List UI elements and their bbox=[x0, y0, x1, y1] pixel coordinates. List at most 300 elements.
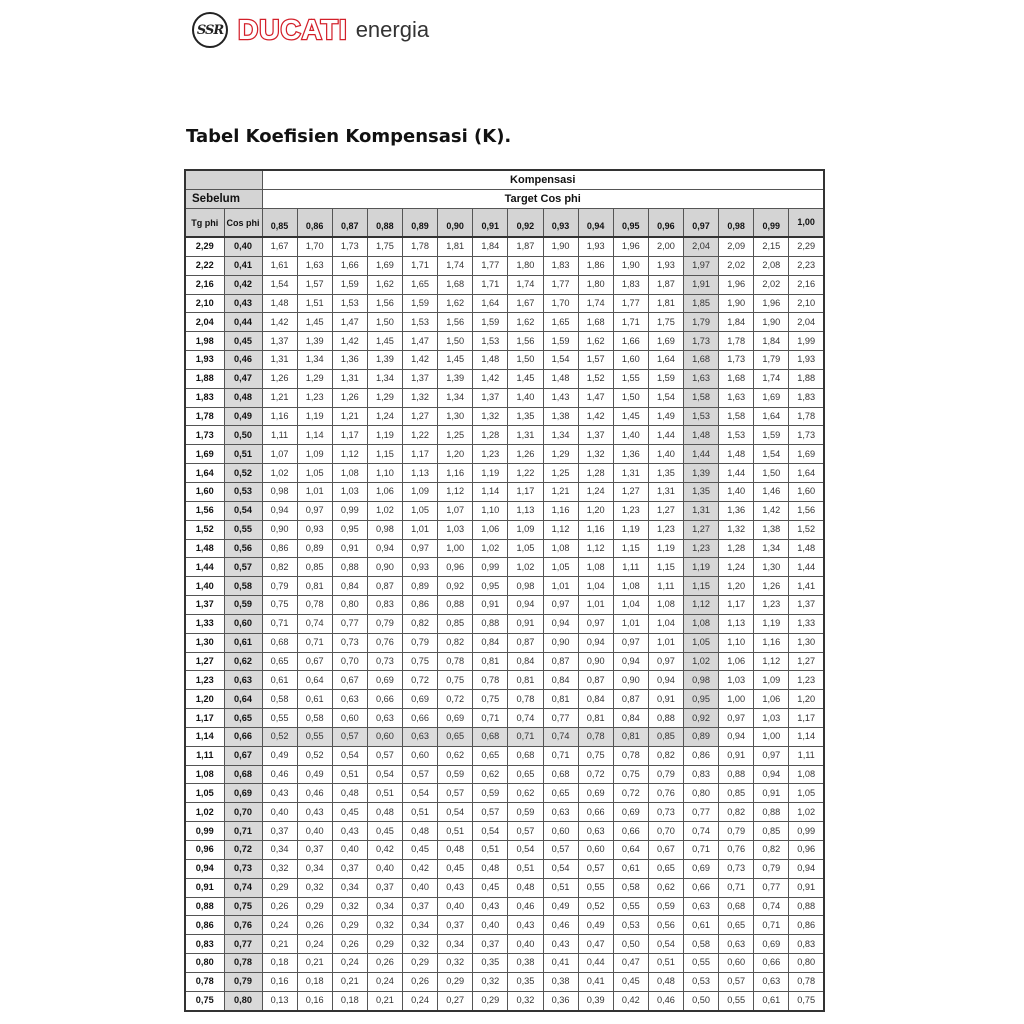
coefficient-cell: 1,35 bbox=[648, 464, 683, 483]
coefficient-cell: 0,21 bbox=[262, 935, 297, 954]
cos-phi-cell: 0,65 bbox=[224, 709, 262, 728]
header-target-0-99: 0,99 bbox=[754, 209, 789, 238]
coefficient-cell: 1,00 bbox=[719, 690, 754, 709]
cos-phi-cell: 0,43 bbox=[224, 294, 262, 313]
coefficient-cell: 1,04 bbox=[578, 577, 613, 596]
coefficient-cell: 0,85 bbox=[754, 822, 789, 841]
coefficient-cell: 1,26 bbox=[754, 577, 789, 596]
coefficient-cell: 0,90 bbox=[613, 671, 648, 690]
coefficient-cell: 0,84 bbox=[508, 652, 543, 671]
coefficient-cell: 0,66 bbox=[613, 822, 648, 841]
coefficient-cell: 1,27 bbox=[613, 482, 648, 501]
coefficient-cell: 0,43 bbox=[543, 935, 578, 954]
coefficient-cell: 0,46 bbox=[543, 916, 578, 935]
coefficient-cell: 0,36 bbox=[543, 991, 578, 1010]
cos-phi-cell: 0,59 bbox=[224, 596, 262, 615]
coefficient-cell: 0,57 bbox=[332, 727, 367, 746]
coefficient-cell: 0,91 bbox=[648, 690, 683, 709]
coefficient-cell: 1,20 bbox=[438, 445, 473, 464]
coefficient-cell: 0,97 bbox=[613, 633, 648, 652]
coefficient-cell: 1,02 bbox=[367, 501, 402, 520]
table-row bbox=[185, 388, 824, 407]
coefficient-cell: 0,95 bbox=[332, 520, 367, 539]
coefficient-cell: 1,26 bbox=[262, 369, 297, 388]
coefficient-cell: 0,67 bbox=[297, 652, 332, 671]
coefficient-cell: 1,73 bbox=[789, 426, 824, 445]
header-target-0-90: 0,90 bbox=[438, 209, 473, 238]
coefficient-cell: 1,36 bbox=[613, 445, 648, 464]
coefficient-cell: 1,16 bbox=[754, 633, 789, 652]
coefficient-cell: 0,78 bbox=[438, 652, 473, 671]
cos-phi-cell: 0,66 bbox=[224, 727, 262, 746]
table-row bbox=[185, 407, 824, 426]
header-tg-phi: Tg phi bbox=[185, 209, 224, 238]
coefficient-cell: 1,20 bbox=[578, 501, 613, 520]
coefficient-cell: 1,64 bbox=[473, 294, 508, 313]
coefficient-cell: 0,82 bbox=[754, 841, 789, 860]
cos-phi-cell: 0,72 bbox=[224, 841, 262, 860]
coefficient-cell: 0,39 bbox=[578, 991, 613, 1010]
coefficient-cell: 0,88 bbox=[473, 614, 508, 633]
coefficient-cell: 0,98 bbox=[508, 577, 543, 596]
table-row bbox=[185, 784, 824, 803]
coefficient-cell: 1,73 bbox=[332, 237, 367, 256]
coefficient-cell: 0,63 bbox=[719, 935, 754, 954]
coefficient-cell: 1,90 bbox=[754, 313, 789, 332]
coefficient-cell: 0,71 bbox=[719, 878, 754, 897]
coefficient-cell: 1,48 bbox=[262, 294, 297, 313]
coefficient-cell: 1,47 bbox=[578, 388, 613, 407]
coefficient-cell: 0,95 bbox=[684, 690, 719, 709]
coefficient-cell: 0,75 bbox=[438, 671, 473, 690]
cos-phi-cell: 0,41 bbox=[224, 256, 262, 275]
coefficient-cell: 0,81 bbox=[578, 709, 613, 728]
coefficient-cell: 0,61 bbox=[297, 690, 332, 709]
coefficient-cell: 1,04 bbox=[613, 596, 648, 615]
tg-phi-cell: 1,93 bbox=[185, 351, 224, 370]
coefficient-cell: 1,42 bbox=[473, 369, 508, 388]
coefficient-cell: 0,40 bbox=[297, 822, 332, 841]
coefficient-cell: 0,57 bbox=[367, 746, 402, 765]
cos-phi-cell: 0,80 bbox=[224, 991, 262, 1010]
coefficient-cell: 1,56 bbox=[438, 313, 473, 332]
cos-phi-cell: 0,52 bbox=[224, 464, 262, 483]
coefficient-cell: 0,70 bbox=[648, 822, 683, 841]
coefficient-cell: 0,24 bbox=[367, 972, 402, 991]
coefficient-cell: 1,16 bbox=[438, 464, 473, 483]
coefficient-cell: 0,92 bbox=[438, 577, 473, 596]
coefficient-cell: 1,21 bbox=[262, 388, 297, 407]
coefficient-cell: 0,64 bbox=[297, 671, 332, 690]
coefficient-cell: 1,78 bbox=[789, 407, 824, 426]
coefficient-cell: 0,48 bbox=[367, 803, 402, 822]
coefficient-cell: 0,21 bbox=[332, 972, 367, 991]
header-target-1-00: 1,00 bbox=[789, 209, 824, 238]
table-row bbox=[185, 313, 824, 332]
coefficient-cell: 0,65 bbox=[648, 859, 683, 878]
coefficient-cell: 1,90 bbox=[543, 237, 578, 256]
coefficient-cell: 0,91 bbox=[473, 596, 508, 615]
coefficient-cell: 1,16 bbox=[578, 520, 613, 539]
cos-phi-cell: 0,58 bbox=[224, 577, 262, 596]
coefficient-cell: 1,50 bbox=[754, 464, 789, 483]
coefficient-cell: 1,30 bbox=[438, 407, 473, 426]
coefficient-cell: 1,23 bbox=[473, 445, 508, 464]
coefficient-cell: 0,66 bbox=[403, 709, 438, 728]
coefficient-cell: 0,97 bbox=[403, 539, 438, 558]
table-row bbox=[185, 991, 824, 1010]
table-row bbox=[185, 577, 824, 596]
coefficient-cell: 0,24 bbox=[403, 991, 438, 1010]
coefficient-cell: 1,24 bbox=[367, 407, 402, 426]
coefficient-cell: 1,01 bbox=[543, 577, 578, 596]
coefficient-cell: 1,17 bbox=[403, 445, 438, 464]
coefficient-cell: 1,11 bbox=[648, 577, 683, 596]
header-target-0-93: 0,93 bbox=[543, 209, 578, 238]
tg-phi-cell: 1,73 bbox=[185, 426, 224, 445]
coefficient-cell: 0,58 bbox=[684, 935, 719, 954]
coefficient-cell: 0,32 bbox=[403, 935, 438, 954]
coefficient-cell: 1,36 bbox=[719, 501, 754, 520]
coefficient-cell: 0,32 bbox=[262, 859, 297, 878]
coefficient-cell: 0,46 bbox=[508, 897, 543, 916]
coefficient-cell: 1,93 bbox=[648, 256, 683, 275]
coefficient-cell: 1,59 bbox=[754, 426, 789, 445]
coefficient-cell: 0,49 bbox=[543, 897, 578, 916]
coefficient-cell: 0,72 bbox=[578, 765, 613, 784]
coefficient-cell: 0,54 bbox=[543, 859, 578, 878]
coefficient-cell: 0,26 bbox=[297, 916, 332, 935]
coefficient-cell: 0,60 bbox=[332, 709, 367, 728]
coefficient-cell: 1,51 bbox=[297, 294, 332, 313]
coefficient-cell: 0,65 bbox=[543, 784, 578, 803]
coefficient-cell: 0,86 bbox=[789, 916, 824, 935]
coefficient-cell: 0,74 bbox=[508, 709, 543, 728]
coefficient-cell: 0,18 bbox=[297, 972, 332, 991]
coefficient-cell: 1,81 bbox=[648, 294, 683, 313]
coefficient-cell: 0,94 bbox=[754, 765, 789, 784]
coefficient-cell: 1,54 bbox=[543, 351, 578, 370]
coefficient-cell: 0,84 bbox=[613, 709, 648, 728]
coefficient-cell: 0,75 bbox=[789, 991, 824, 1010]
logo-sub-text: energia bbox=[355, 17, 430, 42]
coefficient-cell: 0,79 bbox=[367, 614, 402, 633]
tg-phi-cell: 0,96 bbox=[185, 841, 224, 860]
coefficient-cell: 1,83 bbox=[613, 275, 648, 294]
coefficient-cell: 1,05 bbox=[508, 539, 543, 558]
coefficient-cell: 0,37 bbox=[473, 935, 508, 954]
coefficient-cell: 1,11 bbox=[613, 558, 648, 577]
coefficient-cell: 0,66 bbox=[367, 690, 402, 709]
coefficient-cell: 1,67 bbox=[508, 294, 543, 313]
coefficient-cell: 0,24 bbox=[332, 954, 367, 973]
coefficient-cell: 1,12 bbox=[438, 482, 473, 501]
coefficient-cell: 1,42 bbox=[332, 332, 367, 351]
coefficient-cell: 0,48 bbox=[403, 822, 438, 841]
coefficient-cell: 0,40 bbox=[332, 841, 367, 860]
coefficient-cell: 0,94 bbox=[262, 501, 297, 520]
coefficient-cell: 1,02 bbox=[508, 558, 543, 577]
tg-phi-cell: 1,60 bbox=[185, 482, 224, 501]
cos-phi-cell: 0,51 bbox=[224, 445, 262, 464]
table-row bbox=[185, 520, 824, 539]
cos-phi-cell: 0,69 bbox=[224, 784, 262, 803]
coefficient-cell: 0,40 bbox=[438, 897, 473, 916]
coefficient-cell: 0,61 bbox=[613, 859, 648, 878]
coefficient-cell: 1,27 bbox=[684, 520, 719, 539]
tg-phi-cell: 1,33 bbox=[185, 614, 224, 633]
coefficient-cell: 1,05 bbox=[789, 784, 824, 803]
coefficient-cell: 0,75 bbox=[403, 652, 438, 671]
coefficient-cell: 1,53 bbox=[719, 426, 754, 445]
coefficient-cell: 0,42 bbox=[403, 859, 438, 878]
coefficient-cell: 1,64 bbox=[754, 407, 789, 426]
coefficient-cell: 0,60 bbox=[367, 727, 402, 746]
coefficient-cell: 0,57 bbox=[508, 822, 543, 841]
coefficient-cell: 0,61 bbox=[262, 671, 297, 690]
coefficient-cell: 0,82 bbox=[403, 614, 438, 633]
table-row bbox=[185, 558, 824, 577]
table-row bbox=[185, 237, 824, 256]
tg-phi-cell: 1,44 bbox=[185, 558, 224, 577]
coefficient-cell: 1,50 bbox=[508, 351, 543, 370]
coefficient-cell: 0,29 bbox=[403, 954, 438, 973]
header-target-0-86: 0,86 bbox=[297, 209, 332, 238]
coefficient-cell: 0,75 bbox=[473, 690, 508, 709]
coefficient-cell: 2,29 bbox=[789, 237, 824, 256]
table-row bbox=[185, 746, 824, 765]
coefficient-cell: 0,38 bbox=[508, 954, 543, 973]
coefficient-cell: 0,63 bbox=[332, 690, 367, 709]
coefficient-cell: 1,63 bbox=[719, 388, 754, 407]
coefficient-cell: 0,49 bbox=[262, 746, 297, 765]
coefficient-cell: 1,74 bbox=[508, 275, 543, 294]
header-target-0-92: 0,92 bbox=[508, 209, 543, 238]
coefficient-cell: 0,54 bbox=[367, 765, 402, 784]
coefficient-cell: 1,30 bbox=[789, 633, 824, 652]
tg-phi-cell: 1,56 bbox=[185, 501, 224, 520]
coefficient-cell: 0,74 bbox=[543, 727, 578, 746]
tg-phi-cell: 1,14 bbox=[185, 727, 224, 746]
coefficient-cell: 1,32 bbox=[578, 445, 613, 464]
coefficient-cell: 0,71 bbox=[508, 727, 543, 746]
top-left-header-cell bbox=[185, 170, 262, 190]
coefficient-cell: 0,34 bbox=[332, 878, 367, 897]
coefficient-cell: 1,52 bbox=[789, 520, 824, 539]
coefficient-cell: 1,79 bbox=[684, 313, 719, 332]
coefficient-cell: 0,24 bbox=[297, 935, 332, 954]
tg-phi-cell: 0,83 bbox=[185, 935, 224, 954]
coefficient-cell: 0,52 bbox=[262, 727, 297, 746]
coefficient-cell: 1,99 bbox=[789, 332, 824, 351]
tg-phi-cell: 1,11 bbox=[185, 746, 224, 765]
coefficient-cell: 1,68 bbox=[438, 275, 473, 294]
table-row bbox=[185, 633, 824, 652]
coefficient-cell: 1,31 bbox=[648, 482, 683, 501]
coefficient-cell: 1,81 bbox=[438, 237, 473, 256]
coefficient-cell: 1,12 bbox=[543, 520, 578, 539]
tg-phi-cell: 1,30 bbox=[185, 633, 224, 652]
coefficient-cell: 0,45 bbox=[332, 803, 367, 822]
coefficient-cell: 0,65 bbox=[262, 652, 297, 671]
coefficient-cell: 0,48 bbox=[332, 784, 367, 803]
coefficient-cell: 0,64 bbox=[613, 841, 648, 860]
coefficient-cell: 2,04 bbox=[684, 237, 719, 256]
coefficient-cell: 1,40 bbox=[613, 426, 648, 445]
header-target-0-96: 0,96 bbox=[648, 209, 683, 238]
coefficient-cell: 0,16 bbox=[262, 972, 297, 991]
coefficient-cell: 1,96 bbox=[754, 294, 789, 313]
coefficient-cell: 0,92 bbox=[684, 709, 719, 728]
cos-phi-cell: 0,42 bbox=[224, 275, 262, 294]
cos-phi-cell: 0,61 bbox=[224, 633, 262, 652]
coefficient-cell: 1,30 bbox=[754, 558, 789, 577]
cos-phi-cell: 0,54 bbox=[224, 501, 262, 520]
coefficient-cell: 1,79 bbox=[754, 351, 789, 370]
coefficient-cell: 0,68 bbox=[473, 727, 508, 746]
coefficient-cell: 0,75 bbox=[578, 746, 613, 765]
coefficient-cell: 0,61 bbox=[754, 991, 789, 1010]
coefficient-cell: 1,17 bbox=[789, 709, 824, 728]
coefficient-cell: 1,25 bbox=[543, 464, 578, 483]
coefficient-cell: 0,37 bbox=[262, 822, 297, 841]
coefficient-cell: 0,97 bbox=[297, 501, 332, 520]
coefficient-cell: 1,11 bbox=[262, 426, 297, 445]
tg-phi-cell: 0,78 bbox=[185, 972, 224, 991]
coefficient-cell: 0,78 bbox=[508, 690, 543, 709]
coefficient-cell: 1,90 bbox=[719, 294, 754, 313]
coefficient-cell: 1,60 bbox=[613, 351, 648, 370]
coefficient-cell: 1,45 bbox=[438, 351, 473, 370]
coefficient-cell: 1,59 bbox=[332, 275, 367, 294]
header-target-0-85: 0,85 bbox=[262, 209, 297, 238]
coefficient-cell: 1,84 bbox=[719, 313, 754, 332]
table-row bbox=[185, 690, 824, 709]
coefficient-cell: 0,45 bbox=[367, 822, 402, 841]
coefficient-cell: 0,74 bbox=[684, 822, 719, 841]
cos-phi-cell: 0,57 bbox=[224, 558, 262, 577]
coefficient-cell: 1,19 bbox=[297, 407, 332, 426]
coefficient-cell: 1,75 bbox=[648, 313, 683, 332]
coefficient-cell: 0,87 bbox=[578, 671, 613, 690]
cos-phi-cell: 0,73 bbox=[224, 859, 262, 878]
coefficient-cell: 0,94 bbox=[543, 614, 578, 633]
coefficient-cell: 0,69 bbox=[578, 784, 613, 803]
coefficient-cell: 0,62 bbox=[508, 784, 543, 803]
tg-phi-cell: 2,04 bbox=[185, 313, 224, 332]
coefficient-cell: 0,71 bbox=[262, 614, 297, 633]
coefficient-cell: 1,31 bbox=[508, 426, 543, 445]
coefficient-cell: 1,05 bbox=[297, 464, 332, 483]
coefficient-cell: 1,29 bbox=[543, 445, 578, 464]
coefficient-cell: 1,08 bbox=[789, 765, 824, 784]
coefficient-cell: 0,18 bbox=[332, 991, 367, 1010]
coefficient-cell: 1,62 bbox=[438, 294, 473, 313]
coefficient-cell: 0,72 bbox=[403, 671, 438, 690]
header-target-0-97: 0,97 bbox=[684, 209, 719, 238]
coefficient-cell: 1,08 bbox=[613, 577, 648, 596]
coefficient-cell: 1,84 bbox=[473, 237, 508, 256]
coefficient-cell: 1,67 bbox=[262, 237, 297, 256]
coefficient-cell: 0,54 bbox=[473, 822, 508, 841]
coefficient-cell: 1,37 bbox=[789, 596, 824, 615]
coefficient-cell: 0,91 bbox=[789, 878, 824, 897]
cos-phi-cell: 0,44 bbox=[224, 313, 262, 332]
coefficient-cell: 0,35 bbox=[473, 954, 508, 973]
coefficient-cell: 1,63 bbox=[297, 256, 332, 275]
coefficient-cell: 0,38 bbox=[543, 972, 578, 991]
coefficient-cell: 0,51 bbox=[508, 859, 543, 878]
coefficient-cell: 0,68 bbox=[508, 746, 543, 765]
coefficient-cell: 1,48 bbox=[789, 539, 824, 558]
coefficient-cell: 0,66 bbox=[754, 954, 789, 973]
coefficient-cell: 1,39 bbox=[297, 332, 332, 351]
header-cos-phi: Cos phi bbox=[224, 209, 262, 238]
coefficient-cell: 0,50 bbox=[613, 935, 648, 954]
tg-phi-cell: 1,23 bbox=[185, 671, 224, 690]
coefficient-cell: 1,45 bbox=[508, 369, 543, 388]
coefficient-cell: 0,73 bbox=[332, 633, 367, 652]
coefficient-cell: 0,79 bbox=[648, 765, 683, 784]
coefficient-cell: 1,15 bbox=[367, 445, 402, 464]
coefficient-cell: 0,89 bbox=[684, 727, 719, 746]
coefficient-cell: 1,77 bbox=[613, 294, 648, 313]
tg-phi-cell: 1,88 bbox=[185, 369, 224, 388]
coefficient-cell: 1,22 bbox=[403, 426, 438, 445]
tg-phi-cell: 1,37 bbox=[185, 596, 224, 615]
coefficient-cell: 0,45 bbox=[403, 841, 438, 860]
coefficient-cell: 1,74 bbox=[578, 294, 613, 313]
coefficient-cell: 1,05 bbox=[684, 633, 719, 652]
coefficient-cell: 1,09 bbox=[403, 482, 438, 501]
coefficient-cell: 1,59 bbox=[648, 369, 683, 388]
coefficient-cell: 0,66 bbox=[578, 803, 613, 822]
coefficient-cell: 0,81 bbox=[297, 577, 332, 596]
coefficient-cell: 0,43 bbox=[473, 897, 508, 916]
coefficient-cell: 1,64 bbox=[648, 351, 683, 370]
coefficient-cell: 1,69 bbox=[648, 332, 683, 351]
coefficient-cell: 1,56 bbox=[508, 332, 543, 351]
coefficient-cell: 0,76 bbox=[648, 784, 683, 803]
coefficient-cell: 0,97 bbox=[648, 652, 683, 671]
coefficient-cell: 0,79 bbox=[262, 577, 297, 596]
coefficient-cell: 0,34 bbox=[262, 841, 297, 860]
cos-phi-cell: 0,48 bbox=[224, 388, 262, 407]
coefficient-cell: 0,95 bbox=[473, 577, 508, 596]
tg-phi-cell: 1,78 bbox=[185, 407, 224, 426]
table-row bbox=[185, 256, 824, 275]
tg-phi-cell: 1,08 bbox=[185, 765, 224, 784]
coefficient-cell: 0,85 bbox=[719, 784, 754, 803]
coefficient-cell: 1,11 bbox=[789, 746, 824, 765]
tg-phi-cell: 0,80 bbox=[185, 954, 224, 973]
coefficient-cell: 1,13 bbox=[719, 614, 754, 633]
coefficient-cell: 2,02 bbox=[719, 256, 754, 275]
coefficient-cell: 1,87 bbox=[508, 237, 543, 256]
coefficient-cell: 1,58 bbox=[684, 388, 719, 407]
coefficient-cell: 1,23 bbox=[648, 520, 683, 539]
coefficient-cell: 1,17 bbox=[719, 596, 754, 615]
coefficient-cell: 1,15 bbox=[684, 577, 719, 596]
coefficient-cell: 1,29 bbox=[297, 369, 332, 388]
coefficient-cell: 1,19 bbox=[613, 520, 648, 539]
coefficient-cell: 0,51 bbox=[332, 765, 367, 784]
coefficient-cell: 0,63 bbox=[403, 727, 438, 746]
coefficient-cell: 0,81 bbox=[508, 671, 543, 690]
coefficient-cell: 1,47 bbox=[403, 332, 438, 351]
coefficient-cell: 0,85 bbox=[438, 614, 473, 633]
coefficient-cell: 0,43 bbox=[438, 878, 473, 897]
